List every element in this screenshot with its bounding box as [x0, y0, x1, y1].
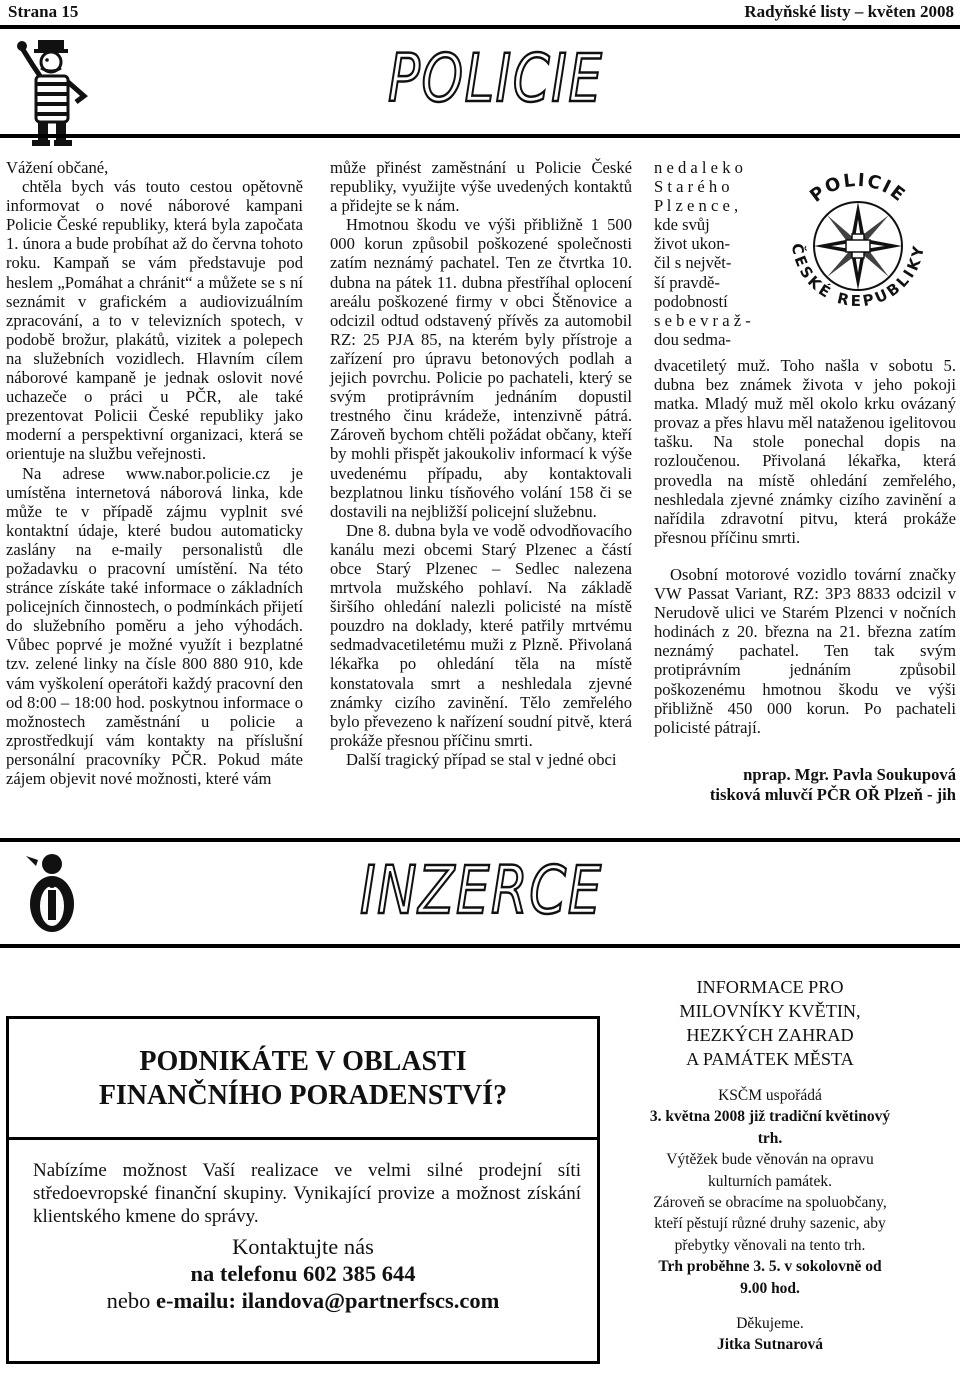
title-line: HEZKÝCH ZAHRAD	[686, 1025, 854, 1045]
wrap-line: ší pravdě-	[654, 272, 720, 292]
ad-line: Výtěžek bude věnován na opravu kulturních památek.	[666, 1151, 874, 1190]
ad-finance-contact	[9, 1233, 597, 1314]
title-line: A PAMÁTEK MĚSTA	[686, 1049, 854, 1069]
article-column-3	[654, 356, 956, 737]
section-title-policie: POLICIE	[388, 40, 604, 117]
wrap-line: čil s největ-	[654, 253, 732, 273]
contact-intro: Kontaktujte nás	[232, 1234, 374, 1259]
section-title-inzerce: INZERCE	[360, 852, 603, 929]
article-signature	[600, 765, 956, 804]
police-logo-icon	[772, 160, 944, 332]
info-penguin-icon	[22, 852, 82, 936]
wrap-line: kde svůj	[654, 215, 710, 235]
wrap-line: život ukon-	[654, 234, 731, 254]
wrap-line: n e d a l e k o	[654, 158, 743, 177]
headline-line: FINANČNÍHO PORADENSTVÍ?	[98, 1080, 508, 1111]
page-header	[0, 0, 960, 24]
contact-email: e-mailu: ilandova@partnerfscs.com	[155, 1288, 500, 1313]
article-column-1	[6, 158, 303, 788]
article-column-3-wrap	[654, 158, 772, 349]
paragraph: Hmotnou škodu ve výši přibližně 1 500 000 korun způsobil poškozené společnosti zatím neznámý pachatel. Ten ze čtvrtka 10. dubna na pátek 11. dubna přestříhal oplocení areálu poškozené firmy v obci Štěnovice a odcizil odtud odstavený přívěs za automobil RZ: 25 PJA 85, na kterém byly přístroje a zařízení pro úpravu betonových podlah a jejich povrchu. Policie po pachateli, který se svým protiprávním jednáním dopustil trestného činu krádeže, intenzivně pátrá. Zároveň bychom chtěli požádat občany, kteří by mohli přispět jakoukoliv informací k výše uvedenému případu, aby kontaktovali bezplatnou linku tísňového volání 158 či se dostavili na nejbližší policejní služebnu.	[330, 215, 632, 521]
paragraph: chtěla bych vás touto cestou opětovně informovat o nové náborové kampani Policie České republiky, která byla započata 1. února a bude probíhat až do června tohoto roku. Kampaň se vám představuje pod heslem „Pomáhat a chránit“ a můžete se s ní seznámit v grafickém a audiovizuálním zpracování, a to v televizních spotech, v podobě brožur, plakátů, vizitek a polepech na služebních vozidlech. Hlavním cílem náborové kampaně je jednak oslovit nové uchazeče o práci u PČR, ale také prezentovat Policii České republiky jako moderní a perspektivní organizaci, která se orientuje na službu veřejnosti.	[6, 177, 303, 464]
paragraph: dvacetiletý muž. Toho našla v sobotu 5. dubna bez známek života v jeho pokoji matka. Mladý muž měl okolo krku ovázaný provaz a přes hlavu měl nataženou igelitovou tašku. Na stole ponechal dopis na rozloučenou. Přivolaná lékařka, která provedla na místě ohledání zemřelého, neshledala zjevné známky cizího zavinění a nařídila zdravotní pitvu, která prokáže přesnou příčinu smrti.	[654, 356, 956, 547]
paragraph: může přinést zaměstnání u Policie České republiky, využijte výše uvedených kontaktů a přidejte se k nám.	[330, 158, 632, 216]
section-rule-inzerce-top	[0, 838, 960, 842]
logo-text-bottom: ČESKÉ REPUBLIKY	[787, 242, 929, 311]
ad-finance-body: Nabízíme možnost Vaší realizace ve velmi silné prodejní síti středoevropské finanční skupiny. Vynikající provize a možnost získání klientského kmene do správy.	[33, 1160, 581, 1227]
contact-email-line	[9, 1287, 597, 1314]
section-rule-policie	[0, 134, 960, 138]
ad-finance-headline	[9, 1019, 597, 1129]
ad-line: 3. května 2008 již tradiční květinový trh.	[649, 1108, 891, 1147]
paragraph: Na adrese www.nabor.policie.cz je umístěna internetová náborová linka, kde může te v případě zájmu vyplnit své kontaktní údaje, které budou automaticky zaslány na e-maily personalistů dle požadavku o pracovní umístění. Na této stránce získáte také informace o základních policejních činnostech, o podmínkách přijetí do služebního poměru a jeho výhodách. Vůbec poprvé je možné využít i bezplatné tzv. zelené linky na čísle 800 880 910, kde vám vyškolení operátoři každý pracovní den od 8:00 – 18:00 hod. poskytnou informace o možnostech zaměstnání u policie a zprostředkují vám kontakty na příslušní personální pracovníky PČR. Pokud máte zájem objevit nové možnosti, které vám	[6, 463, 303, 788]
headline-line: PODNIKÁTE V OBLASTI	[139, 1046, 467, 1077]
contact-phone: na telefonu 602 385 644	[190, 1261, 416, 1286]
title-line: INFORMACE PRO	[696, 977, 844, 997]
paragraph: Další tragický případ se stal v jedné obci	[346, 749, 617, 769]
ad-finance	[6, 1016, 600, 1364]
publication-title: Radyňské listy – květen 2008	[744, 2, 954, 21]
paragraph: Osobní motorové vozidlo tovární značky VW Passat Variant, RZ: 3P3 8833 odcizil v Nerudově ulici ve Starém Plzenci v nočních hodinách z 20. března na 21. března zatím neznámý pachatel. Ten tak svým protiprávním jednáním způsobil poškozenému hmotnou škodu ve výši přibližně 450 000 korun. Po pachateli policisté pátrají.	[654, 564, 956, 737]
signature-role: tisková mluvčí PČR OŘ Plzeň - jih	[709, 784, 956, 804]
header-rule	[0, 25, 960, 29]
ad-flowers-title	[648, 975, 892, 1071]
paragraph: Dne 8. dubna byla ve vodě odvodňovacího kanálu mezi obcemi Starý Plzenec a částí obce Starý Plzenec – Sedlec nalezena mrtvola mužského pohlaví. Na základě širšího ohledání nalezli policisté na místě pouzdro na doklady, které patřily mrtvému sedmadvacetiletému muži z Plzně. Přivolaná lékařka po ohledání těla na místě konstatovala smrt a neshledala zjevné známky cizího zavinění. Tělo zemřelého bylo převezeno k nařízení soudní pitvě, která prokáže přesnou příčinu smrti.	[330, 520, 632, 750]
wrap-line: podobností	[654, 291, 728, 311]
ad-signature: Jitka Sutnarová	[716, 1336, 824, 1354]
ad-line: KSČM uspořádá	[718, 1087, 822, 1104]
paragraph: Vážení občané,	[6, 158, 109, 177]
ad-flowers	[648, 975, 892, 1356]
wrap-line: S t a r é h o	[654, 177, 730, 197]
page-number: Strana 15	[8, 2, 79, 21]
signature-name: nprap. Mgr. Pavla Soukupová	[743, 765, 956, 784]
article-column-2	[330, 158, 632, 769]
ad-line: Zároveň se obracíme na spoluobčany, kteří pěstují různé druhy sazenic, aby přebytky věnovali na tento trh.	[653, 1194, 887, 1254]
ad-divider	[9, 1137, 597, 1140]
wrap-line: P l z e n c e ,	[654, 196, 739, 216]
section-rule-inzerce-bottom	[0, 944, 960, 948]
logo-text-top: POLICIE	[806, 169, 911, 207]
wrap-line: s e b e v r a ž -	[654, 310, 751, 330]
title-line: MILOVNÍKY KVĚTIN,	[679, 1001, 861, 1021]
ad-line: Trh proběhne 3. 5. v sokolovně od 9.00 hod.	[658, 1258, 882, 1297]
ad-thanks: Děkujeme.	[736, 1315, 804, 1333]
wrap-line: dou sedma-	[654, 329, 731, 349]
contact-email-prefix: nebo	[106, 1288, 156, 1313]
